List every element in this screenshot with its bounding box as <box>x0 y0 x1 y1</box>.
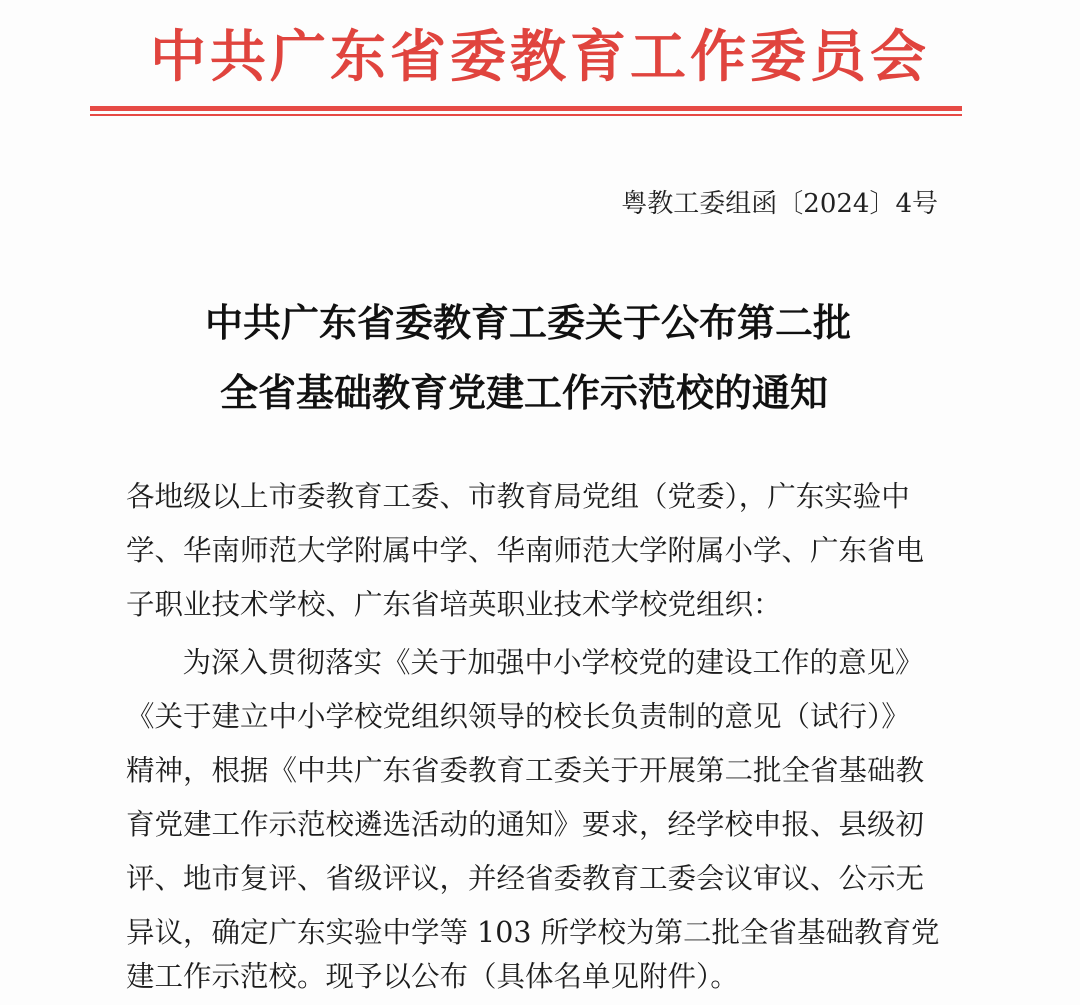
body-line-10: 建工作示范校。现予以公布（具体名单见附件）。 <box>126 960 739 993</box>
body-line-1: 各地级以上市委教育工委、市教育局党组（党委），广东实验中 <box>126 480 910 513</box>
body-line-5: 《关于建立中小学校党组织领导的校长负责制的意见（试行）》 <box>126 700 910 733</box>
body-line-7: 育党建工作示范校遴选活动的通知》要求，经学校申报、县级初 <box>126 808 925 841</box>
document-title-line-1: 中共广东省委教育工委关于公布第二批 <box>204 301 851 345</box>
red-divider-thick <box>90 106 962 111</box>
body-line-3: 子职业技术学校、广东省培英职业技术学校党组织： <box>126 588 782 621</box>
body-line-6: 精神，根据《中共广东省委教育工委关于开展第二批全省基础教 <box>126 754 925 787</box>
document-title-line-2: 全省基础教育党建工作示范校的通知 <box>219 371 828 415</box>
organization-header: 中共广东省委教育工作委员会 <box>150 25 930 90</box>
document-number: 粤教工委组函〔2024〕4号 <box>621 189 938 219</box>
body-line-4: 为深入贯彻落实《关于加强中小学校党的建设工作的意见》 <box>154 646 924 679</box>
body-line-8: 评、地市复评、省级评议，并经省委教育工委会议审议、公示无 <box>126 862 925 895</box>
red-divider-thin <box>90 114 962 116</box>
body-line-9: 异议，确定广东实验中学等 103 所学校为第二批全省基础教育党 <box>126 916 940 949</box>
body-line-2: 学、华南师范大学附属中学、华南师范大学附属小学、广东省电 <box>126 534 925 567</box>
